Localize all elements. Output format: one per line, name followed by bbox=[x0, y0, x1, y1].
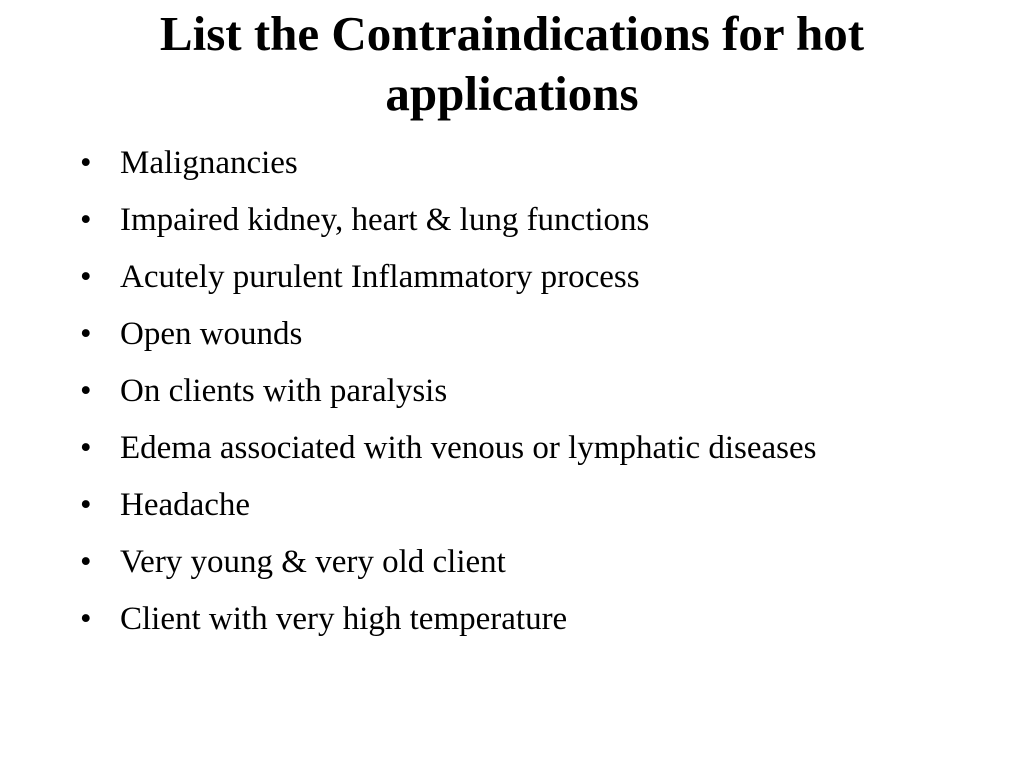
bullet-item-malignancies: • Malignancies bbox=[80, 140, 960, 186]
bullet-item-age-extremes: • Very young & very old client bbox=[80, 539, 960, 585]
bullet-item-high-temperature: • Client with very high temperature bbox=[80, 596, 960, 642]
bullet-list bbox=[80, 140, 960, 653]
bullet-item-edema: • Edema associated with venous or lymphatic diseases bbox=[80, 425, 960, 471]
bullet-item-headache: • Headache bbox=[80, 482, 960, 528]
bullet-item-purulent-inflammation: • Acutely purulent Inflammatory process bbox=[80, 254, 960, 300]
slide-title: List the Contraindications for hot applications bbox=[159, 6, 865, 121]
bullet-item-impaired-functions: • Impaired kidney, heart & lung functions bbox=[80, 197, 960, 243]
bullet-item-paralysis: • On clients with paralysis bbox=[80, 368, 960, 414]
bullet-item-open-wounds: • Open wounds bbox=[80, 311, 960, 357]
